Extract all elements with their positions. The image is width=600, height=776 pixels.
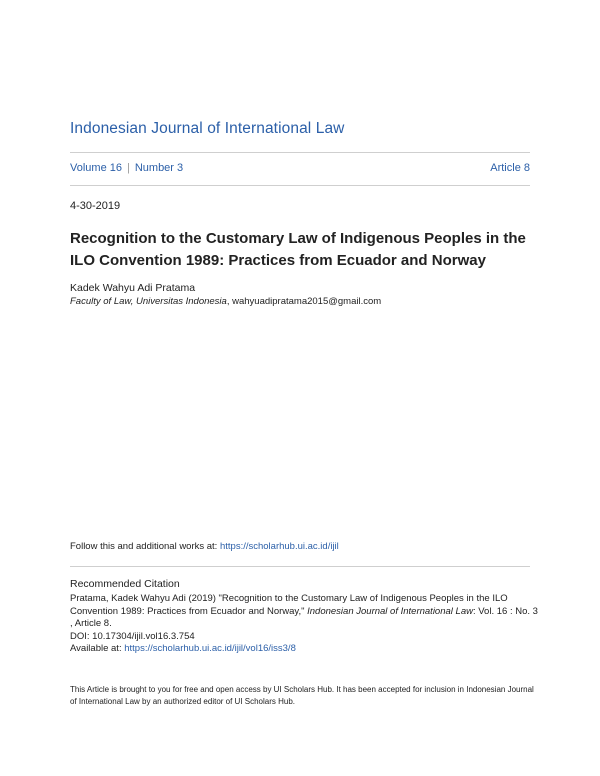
author-name: Kadek Wahyu Adi Pratama bbox=[70, 282, 196, 294]
citation-block bbox=[70, 593, 540, 656]
citation-heading: Recommended Citation bbox=[70, 578, 180, 590]
number-link[interactable]: Number 3 bbox=[134, 162, 184, 174]
issue-bar bbox=[70, 162, 530, 174]
journal-title-link[interactable]: Indonesian Journal of International Law bbox=[70, 120, 345, 137]
divider-issue bbox=[70, 185, 530, 186]
affiliation-text: Faculty of Law, Universitas Indonesia bbox=[70, 296, 227, 307]
citation-journal: Indonesian Journal of International Law bbox=[307, 605, 473, 617]
article-title: Recognition to the Customary Law of Indigenous Peoples in the ILO Convention 1989: Practices from Ecuador and Norway bbox=[70, 230, 526, 269]
author-email: , wahyuadipratama2015@gmail.com bbox=[226, 296, 382, 307]
citation-doi: DOI: 10.17304/ijil.vol16.3.754 bbox=[70, 630, 195, 642]
publication-date: 4-30-2019 bbox=[70, 200, 121, 212]
follow-link[interactable]: https://scholarhub.ui.ac.id/ijil bbox=[219, 541, 339, 552]
citation-text: Pratama, Kadek Wahyu Adi (2019) "Recognition to the Customary Law of Indigenous Peoples in the ILO Convention 1989: Practices from Ecuador and Norway," bbox=[70, 593, 508, 617]
access-statement: This Article is brought to you for free and open access by UI Scholars Hub. It has been accepted for inclusion in Indonesian Journal of International Law by an authorized editor of UI Scholars Hub. bbox=[70, 685, 534, 706]
author-affiliation bbox=[70, 296, 381, 307]
available-link[interactable]: https://scholarhub.ui.ac.id/ijil/vol16/iss3/8 bbox=[124, 643, 296, 654]
citation-volume: : Vol. 16 : No. 3 , Article 8. bbox=[70, 605, 538, 629]
issue-separator: | bbox=[126, 162, 130, 174]
divider-citation bbox=[70, 566, 530, 567]
volume-link[interactable]: Volume 16 bbox=[70, 162, 122, 174]
article-link[interactable]: Article 8 bbox=[490, 162, 530, 174]
follow-text: Follow this and additional works at: bbox=[70, 541, 220, 552]
divider-top bbox=[70, 152, 530, 153]
available-label: Available at: bbox=[70, 643, 125, 654]
follow-line bbox=[70, 541, 339, 552]
